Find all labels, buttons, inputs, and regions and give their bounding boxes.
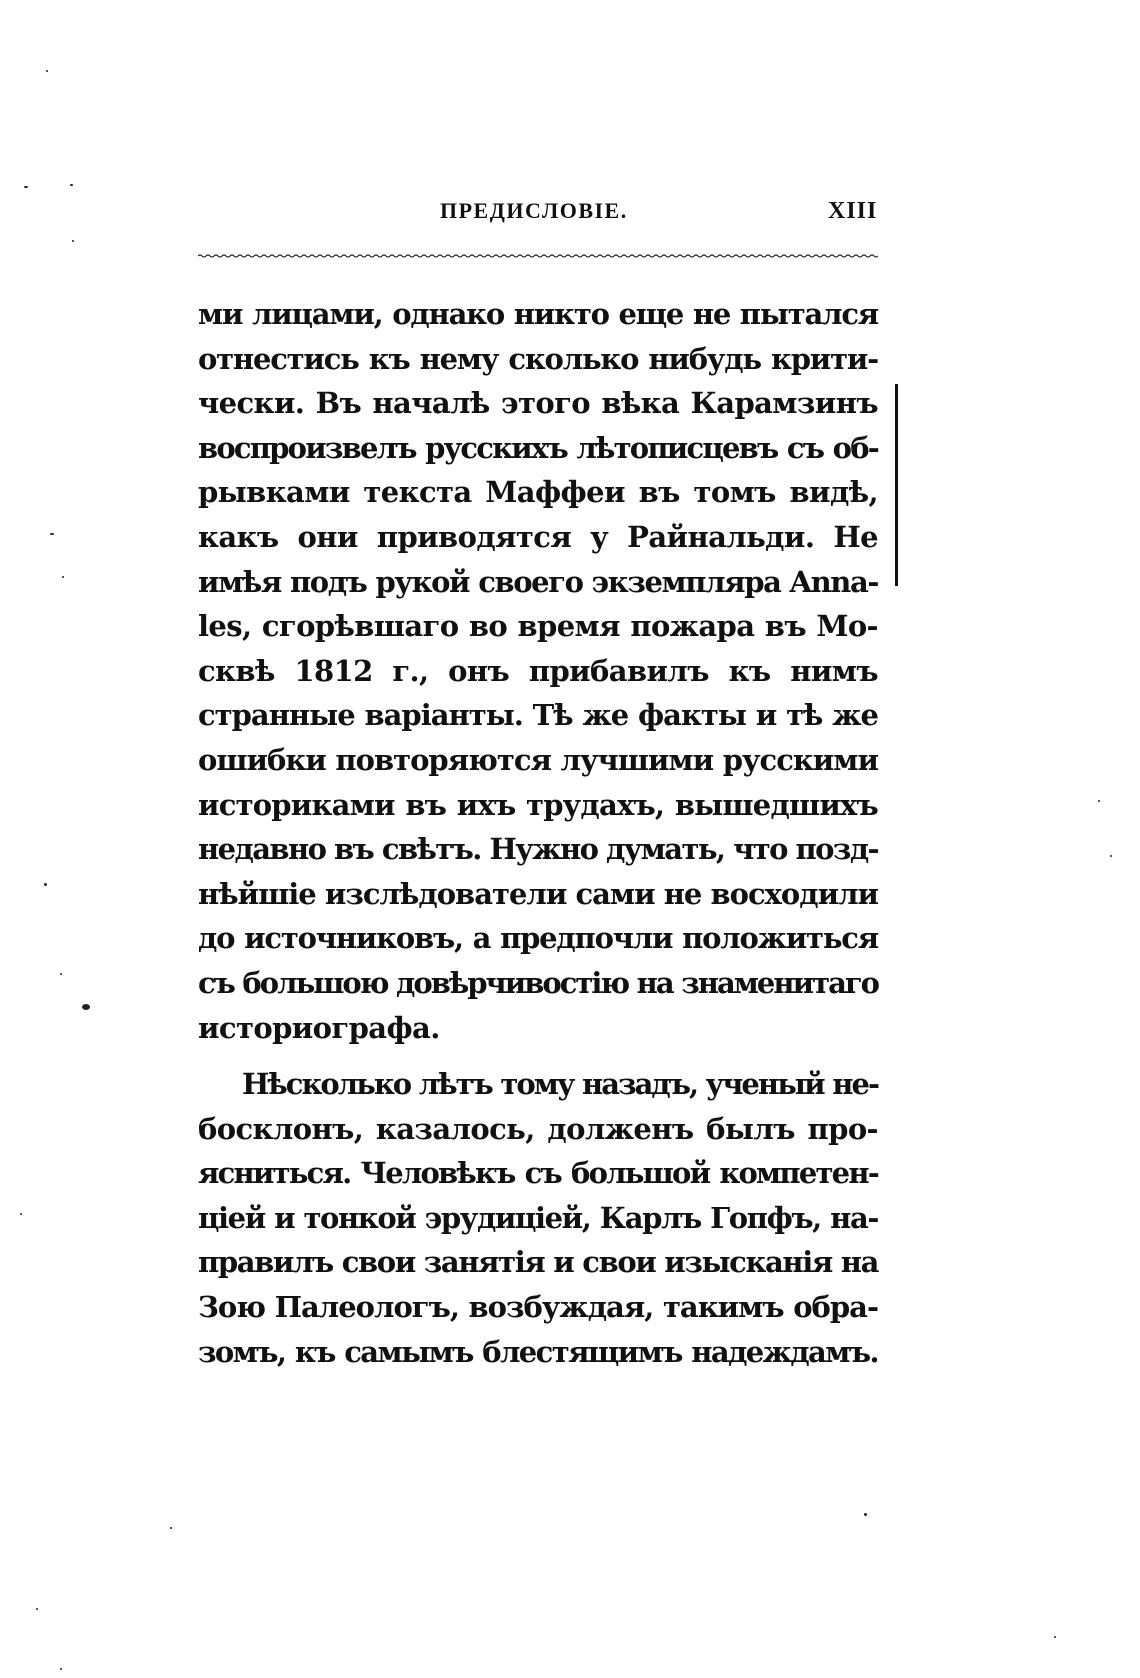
text-line: сквѣ 1812 г., онъ прибавилъ къ нимъ — [198, 653, 878, 688]
text-line: босклонъ, казалось, долженъ былъ про- — [198, 1111, 878, 1146]
scan-speck — [60, 973, 62, 975]
text-line: до источниковъ, а предпочли положиться — [198, 921, 878, 956]
scan-speck — [864, 1513, 867, 1516]
scan-speck — [50, 533, 54, 535]
scan-speck — [70, 184, 73, 186]
text-line: Нѣсколько лѣтъ тому назадъ, ученый не- — [242, 1067, 878, 1102]
scan-speck — [46, 70, 48, 72]
text-line: рывками текста Маффеи въ томъ видѣ, — [198, 475, 878, 510]
text-line: воспроизвелъ русскихъ лѣтописцевъ съ об- — [198, 430, 878, 465]
scan-speck — [1098, 800, 1100, 802]
scan-speck — [72, 240, 74, 242]
scan-speck — [1110, 855, 1112, 857]
text-line: нѣйшіе изслѣдователи сами не восходили — [198, 876, 879, 911]
text-line: историографа. — [198, 1010, 440, 1045]
text-line: чески. Въ началѣ этого вѣка Карамзинъ — [198, 386, 878, 421]
scan-speck — [60, 1668, 62, 1670]
text-line: ціей и тонкой эрудиціей, Карлъ Гопфъ, на- — [198, 1200, 878, 1235]
text-line: ми лицами, однако никто еще не пытался — [198, 297, 878, 331]
scan-speck — [62, 576, 64, 578]
text-line: Зою Палеологъ, возбуждая, такимъ обра- — [198, 1290, 878, 1325]
text-line: съ большою довѣрчивостію на знаменитаго — [198, 965, 878, 1000]
paragraph-2 — [198, 1062, 878, 1374]
text-line: историками въ ихъ трудахъ, вышедшихъ — [198, 787, 878, 822]
header-rule — [198, 254, 878, 258]
paragraph-1 — [198, 292, 878, 1050]
text-line: правилъ свои занятія и свои изысканія на — [198, 1245, 878, 1280]
scan-speck — [82, 1004, 90, 1010]
body-text — [198, 292, 878, 1374]
text-line: les, сгорѣвшаго во время пожара въ Мо- — [198, 609, 878, 644]
text-line: ясниться. Человѣкъ съ большой компетен- — [198, 1156, 878, 1191]
text-line: имѣя подъ рукой своего экземпляра Anna- — [198, 564, 878, 599]
scan-speck — [36, 1608, 38, 1610]
text-line: отнестись къ нему сколько нибудь крити- — [198, 341, 878, 376]
text-line: недавно въ свѣтъ. Нужно думать, что позд- — [198, 832, 878, 867]
page-number: XIII — [828, 198, 878, 224]
scan-speck — [44, 883, 47, 886]
running-title: ПРЕДИСЛОВІЕ. — [440, 198, 628, 223]
text-line: зомъ, къ самымъ блестящимъ надеждамъ. — [198, 1334, 878, 1369]
margin-mark — [895, 384, 898, 586]
text-line: ошибки повторяются лучшими русскими — [198, 742, 878, 777]
text-line: какъ они приводятся у Райнальди. Не — [198, 519, 878, 554]
scan-speck — [170, 1527, 172, 1529]
scan-speck — [24, 186, 28, 188]
scan-speck — [20, 1213, 22, 1215]
paragraph-gap — [198, 1050, 878, 1062]
scan-speck — [1054, 1636, 1056, 1638]
text-line: странные варіанты. Тѣ же факты и тѣ же — [198, 698, 878, 733]
